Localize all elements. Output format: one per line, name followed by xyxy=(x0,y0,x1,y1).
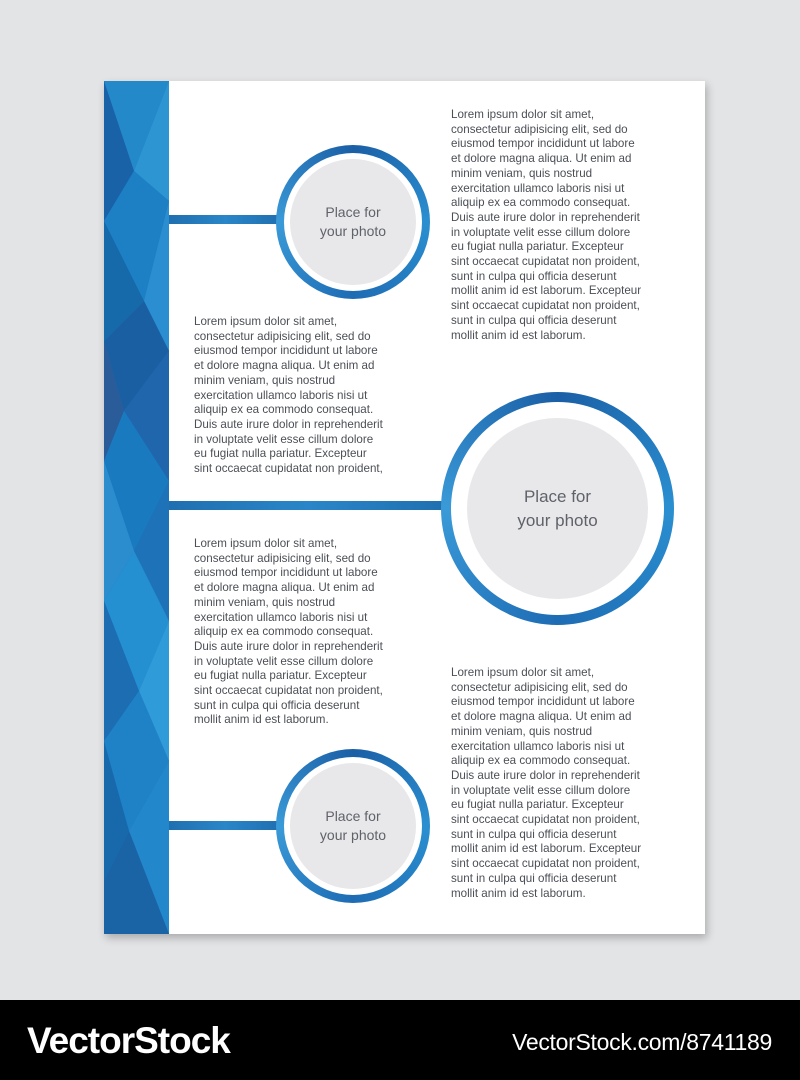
paragraph-middle-left: Lorem ipsum dolor sit amet, consectetur adipisicing elit, sed do eiusmod tempor incididunt ut labore et dolore magna aliqua. Ut enim ad minim veniam, quis nostrud exercitation ullamco laboris nisi ut aliquip ex ea commodo consequat. Duis aute irure dolor in reprehenderit in voluptate velit esse cillum dolore eu fugiat nulla pariatur. Excepteur sint occaecat cupidatat non proident, xyxy=(194,315,383,476)
blue-polygon-strip xyxy=(104,81,169,934)
photo-placeholder-label: Place for your photo xyxy=(319,204,387,239)
image-reference: VectorStock.com/8741189 xyxy=(512,1029,772,1055)
photo-placeholder-label: Place for your photo xyxy=(319,808,387,843)
paragraph-bottom-right: Lorem ipsum dolor sit amet, consectetur adipisicing elit, sed do eiusmod tempor incididunt ut labore et dolore magna aliqua. Ut enim ad minim veniam, quis nostrud exercitation ullamco laboris nisi ut aliquip ex ea commodo consequat. Duis aute irure dolor in reprehenderit in voluptate velit esse cillum dolore eu fugiat nulla pariatur. Excepteur sint occaecat cupidatat non proident, sunt in culpa qui officia deserunt mollit anim id est laborum. Excepteur sint occaecat cupidatat non proident, sunt in culpa qui officia deserunt mollit anim id est laborum. xyxy=(451,666,642,900)
connector-bar-middle xyxy=(169,501,447,510)
connector-bar-bottom xyxy=(169,821,281,830)
paragraph-top-right: Lorem ipsum dolor sit amet, consectetur adipisicing elit, sed do eiusmod tempor incididunt ut labore et dolore magna aliqua. Ut enim ad minim veniam, quis nostrud exercitation ullamco laboris nisi ut aliquip ex ea commodo consequat. Duis aute irure dolor in reprehenderit in voluptate velit esse cillum dolore eu fugiat nulla pariatur. Excepteur sint occaecat cupidatat non proident, sunt in culpa qui officia deserunt mollit anim id est laborum. Excepteur sint occaecat cupidatat non proident, sunt in culpa qui officia deserunt mollit anim id est laborum. xyxy=(451,108,642,342)
photo-frame-small-top xyxy=(276,145,430,299)
photo-placeholder-top[interactable] xyxy=(290,159,416,285)
photo-placeholder-bottom[interactable] xyxy=(290,763,416,889)
watermark-footer xyxy=(0,1000,800,1080)
low-poly-pattern xyxy=(104,81,169,934)
brand-logo: VectorStock xyxy=(27,1020,230,1061)
photo-frame-large-middle xyxy=(441,392,674,625)
photo-frame-small-bottom xyxy=(276,749,430,903)
brochure-page xyxy=(104,81,705,934)
photo-placeholder-label: Place for your photo xyxy=(517,486,598,530)
connector-bar-top xyxy=(169,215,281,224)
photo-placeholder-middle[interactable] xyxy=(467,418,648,599)
paragraph-lower-left: Lorem ipsum dolor sit amet, consectetur adipisicing elit, sed do eiusmod tempor incididunt ut labore et dolore magna aliqua. Ut enim ad minim veniam, quis nostrud exercitation ullamco laboris nisi ut aliquip ex ea commodo consequat. Duis aute irure dolor in reprehenderit in voluptate velit esse cillum dolore eu fugiat nulla pariatur. Excepteur sint occaecat cupidatat non proident, sunt in culpa qui officia deserunt mollit anim id est laborum. xyxy=(194,537,383,727)
